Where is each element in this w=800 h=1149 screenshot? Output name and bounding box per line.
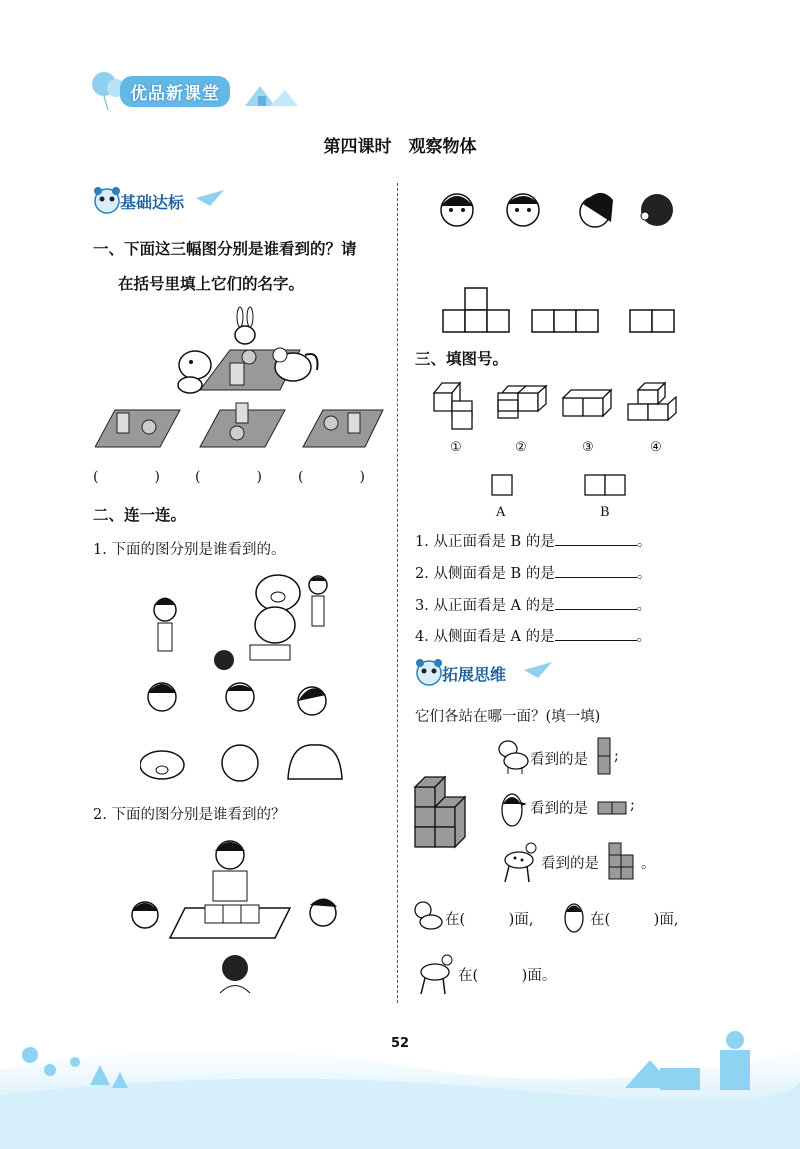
view-label-a: A: [496, 505, 506, 520]
q1-blank-3[interactable]: ( ): [298, 469, 365, 485]
view-head-3: [298, 687, 326, 715]
boy-back-face-icon: [641, 194, 673, 226]
q2-1-figure: [140, 565, 360, 790]
view-pig-2: [222, 745, 258, 781]
ab-views: [490, 473, 630, 499]
girl-side-face-icon: [580, 193, 613, 227]
q3-item-2-end: 。: [636, 566, 652, 582]
panda-icon: [92, 186, 122, 216]
house-icon: [240, 78, 300, 108]
page-title: 第四课时 观察物体: [323, 137, 477, 157]
option-label-3: ③: [582, 440, 594, 455]
view-head-1: [148, 683, 176, 711]
brand-name: 优品新课堂: [120, 76, 230, 107]
q3-item-3-blank[interactable]: [555, 595, 637, 610]
q3-item-3: [415, 594, 651, 615]
side-view-2: [597, 801, 629, 815]
q3-item-4-blank[interactable]: [555, 626, 637, 641]
answer-dog[interactable]: 在( )面,: [445, 912, 534, 928]
column-divider: [397, 183, 398, 1003]
q3-item-4-text: 4. 从侧面看是 A 的是: [415, 629, 555, 645]
view-pig-3: [288, 745, 342, 779]
side-view-1: [597, 737, 611, 775]
view-1: [95, 410, 180, 447]
panda-icon: [414, 658, 444, 688]
footer-decoration: [0, 1010, 800, 1149]
seen-line-3-end: 。: [641, 856, 656, 872]
seen-line-3-text: 看到的是: [541, 856, 599, 872]
q3-item-1-end: 。: [636, 534, 652, 550]
q1-line1: 一、下面这三幅图分别是谁看到的？请: [93, 240, 357, 258]
q3-item-3-end: 。: [636, 598, 652, 614]
seen-line-2-text: 看到的是: [530, 801, 588, 817]
teacher-icon: [213, 841, 247, 901]
dog-small-icon: [496, 737, 530, 775]
q3-item-3-text: 3. 从正面看是 A 的是: [415, 598, 555, 614]
q1-blank-2[interactable]: ( ): [195, 469, 262, 485]
cube: [241, 905, 259, 923]
boy-right-icon: [309, 576, 327, 626]
section-label: 基础达标: [120, 193, 185, 212]
dog-answer-icon: [413, 898, 443, 934]
q2-2-figure: [125, 833, 355, 998]
girl-right-icon: [310, 898, 337, 926]
can-icon: [230, 363, 244, 385]
section-badge-basic: [92, 184, 232, 220]
q3-item-4: [415, 625, 651, 646]
girl-face-icon: [507, 194, 539, 226]
penguin-answer-icon: [560, 896, 588, 934]
q3-item-4-end: 。: [636, 629, 652, 645]
block-views: [440, 285, 680, 335]
q2-title: 二、连一连。: [93, 506, 187, 524]
q3-options: [430, 378, 690, 433]
boy-left-icon: [132, 902, 158, 928]
seen-line-1: [530, 748, 619, 769]
option-label-4: ④: [650, 440, 662, 455]
ext-question: 它们各站在哪一面？(填一填): [415, 709, 601, 725]
side-view-3: [608, 842, 640, 882]
q1-figure: [95, 305, 385, 460]
pig-icon: [255, 575, 300, 643]
option-label-2: ②: [515, 440, 527, 455]
paper-plane-icon: [524, 660, 554, 680]
cube: [223, 905, 241, 923]
deer-icon: [497, 838, 539, 884]
boy-face-icon: [441, 194, 473, 226]
view-pig-1: [140, 751, 184, 779]
q3-item-1-blank[interactable]: [555, 531, 637, 546]
view-3: [303, 410, 383, 447]
q3-item-2-blank[interactable]: [555, 563, 637, 578]
apple-icon: [242, 350, 256, 364]
answer-penguin[interactable]: 在( )面,: [590, 912, 679, 928]
stacked-cubes: [413, 775, 468, 850]
q2-2-text: 2. 下面的图分别是谁看到的？: [93, 807, 286, 823]
girl-left-icon: [154, 598, 176, 652]
section-badge-extend: [414, 656, 554, 692]
q1-blank-1[interactable]: ( ): [93, 469, 160, 485]
seen-line-2-end: ;: [630, 797, 635, 813]
penguin-icon: [497, 788, 527, 828]
q3-title: 三、填图号。: [415, 350, 509, 368]
q1-line2: 在括号里填上它们的名字。: [118, 275, 305, 293]
rabbit-icon: [235, 307, 255, 344]
seen-line-2: [530, 797, 635, 818]
page-number: 52: [390, 1036, 410, 1051]
faces-row: [435, 182, 685, 242]
brand-logo: [90, 70, 290, 110]
girl-back-icon: [214, 645, 290, 670]
paper-plane-icon: [196, 188, 226, 208]
boy-back-icon: [220, 955, 250, 993]
view-head-2: [226, 683, 254, 711]
q3-item-2: [415, 562, 651, 583]
view-label-b: B: [600, 505, 610, 520]
section-label: 拓展思维: [442, 665, 507, 684]
answer-deer[interactable]: 在( )面。: [458, 968, 557, 984]
rooster-icon: [273, 348, 318, 381]
seen-line-3: [541, 852, 656, 873]
cube: [205, 905, 223, 923]
q3-item-2-text: 2. 从侧面看是 B 的是: [415, 566, 555, 582]
seen-line-1-end: ;: [614, 748, 619, 764]
q2-1-text: 1. 下面的图分别是谁看到的。: [93, 542, 286, 558]
seen-line-1-text: 看到的是: [530, 752, 588, 768]
option-label-1: ①: [450, 440, 462, 455]
deer-answer-icon: [413, 950, 455, 996]
q3-item-1: [415, 530, 651, 551]
q3-item-1-text: 1. 从正面看是 B 的是: [415, 534, 555, 550]
